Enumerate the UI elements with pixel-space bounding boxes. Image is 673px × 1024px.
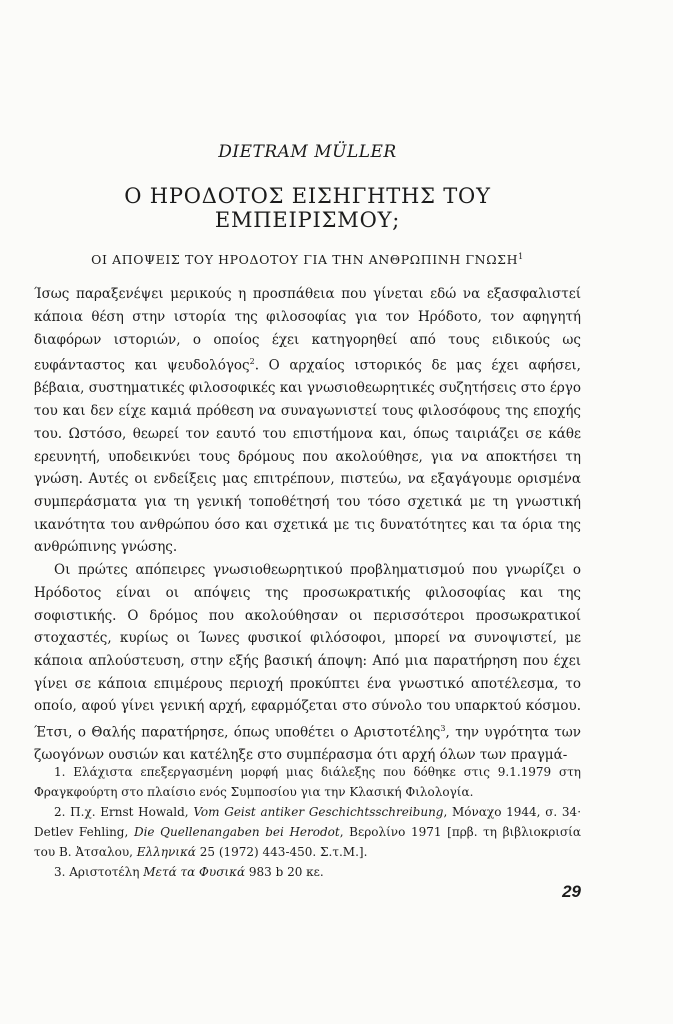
paragraph-2-text-a: Οι πρώτες απόπειρες γνωσιοθεωρητικού προβληματισμού που γνωρίζει ο Ηρόδοτος είναι οι απόψεις της προσωκρατικής φιλοσοφίας και της σοφιστικής. Ο δρόμος που ακολούθησαν οι περισσότεροι προσωκρατικοί στοχαστές, κυρίως οι Ίωνες φυσικοί φιλόσοφοι, μπορεί να συνοψιστεί, με κάποια απλούστευση, στην εξής βασική άποψη: Από μια παρατήρηση που έχει γίνει σε κάποια επιμέρους περιοχή προκύπτει ένα γνωστικό αποτέλεσμα, το οποίο, αφού γίνει γενική αρχή, εφαρμόζεται στο σύνολο του υπαρκτού κόσμου. Έτσι, ο Θαλής παρατήρησε, όπως υποθέτει ο Αριστοτέλης bbox=[34, 562, 581, 741]
paragraph-1-text-a: Ίσως παραξενέψει μερικούς η προσπάθεια που γίνεται εδώ να εξασφαλιστεί κάποια θέση στην ιστορία της φιλοσοφίας για τον Ηρόδοτο, τον αφηγητή διαφόρων ιστοριών, ο οποίος έχει κατηγορηθεί από τους ειδικούς ως ευφάνταστος και ψευδολόγος bbox=[34, 286, 581, 374]
footnote-ref-1: 1 bbox=[518, 252, 524, 261]
paragraph-2 bbox=[34, 559, 581, 767]
subtitle-text: ΟΙ ΑΠΟΨΕΙΣ ΤΟΥ ΗΡΟΔΟΤΟΥ ΓΙΑ ΤΗΝ ΑΝΘΡΩΠΙΝΗ ΓΝΩΣΗ bbox=[91, 252, 519, 268]
article-subtitle bbox=[34, 252, 581, 267]
footnote-3-title: Μετά τα Φυσικά bbox=[143, 865, 246, 879]
footnote-ref-2: 2 bbox=[249, 357, 255, 367]
footnote-2-text: , Βερολίνο 1971 [πρβ. τη βιβλιοκρισία του Β. Ἀτσαλου, bbox=[34, 825, 581, 859]
footnote-2-title-2: Die Quellenangaben bei Herodot bbox=[133, 825, 340, 839]
paragraph-2-text-b: , την υγρότητα των ζωογόνων ουσιών και κατέληξε στο συμπέρασμα ότι αρχή όλων των πραγμά- bbox=[34, 724, 582, 764]
footnote-2-title-1: Vom Geist antiker Geschichtsschreibung bbox=[193, 805, 444, 819]
author-name: DIETRAM MÜLLER bbox=[218, 142, 397, 162]
article-body bbox=[34, 283, 581, 767]
page-number: 29 bbox=[562, 882, 581, 901]
footnotes bbox=[34, 762, 581, 882]
footnote-2-text: , Μόναχο 1944, σ. 34· Detlev Fehling, bbox=[34, 805, 582, 839]
footnote-3-text: 3. Αριστοτέλη bbox=[54, 865, 144, 879]
paragraph-1-text-b: . Ο αρχαίος ιστορικός δε μας έχει αφήσει, βέβαια, συστηματικές φιλοσοφικές και γνωσιοθεωρητικές συζητήσεις στο έργο του και δεν είχε καμιά πρόθεση να συναγωνιστεί τους φιλοσόφους της εποχής του. Ωστόσο, θεωρεί τον εαυτό του επιστήμονα και, όπως ταιριάζει σε κάθε ερευνητή, υποδεικνύει τους δρόμους που ακολούθησε, για να αποκτήσει τη γνώση. Αυτές οι ενδείξεις μας επιτρέπουν, πιστεύω, να εξαγάγουμε ορισμένα συμπεράσματα για τη γενική τοποθέτησή του τόσο σχετικά με τη γνωστική ικανότητα του ανθρώπου όσο και σχετικά με τις δυνατότητες και τα όρια της ανθρώπινης γνώσης. bbox=[34, 357, 581, 556]
paragraph-1 bbox=[34, 283, 581, 559]
article-title: Ο ΗΡΟΔΟΤΟΣ ΕΙΣΗΓΗΤΗΣ ΤΟΥ ΕΜΠΕΙΡΙΣΜΟΥ; bbox=[124, 184, 491, 232]
footnote-2-text: 2. Π.χ. Ernst Howald, bbox=[54, 805, 194, 819]
footnote-2 bbox=[34, 802, 581, 862]
footnote-2-text: 25 (1972) 443-450. Σ.τ.Μ.]. bbox=[195, 845, 368, 859]
footnote-3-text: 983 b 20 κε. bbox=[245, 865, 324, 879]
article-page bbox=[34, 142, 581, 1012]
footnote-ref-3: 3 bbox=[440, 724, 446, 734]
footnote-1: 1. Ελάχιστα επεξεργασμένη μορφή μιας διάλεξης που δόθηκε στις 9.1.1979 στη Φραγκφούρτη στο πλαίσιο ενός Συμποσίου για την Κλασική Φιλολογία. bbox=[34, 765, 581, 799]
footnote-2-journal: Ελληνικά bbox=[136, 845, 196, 859]
footnote-3 bbox=[34, 862, 581, 882]
